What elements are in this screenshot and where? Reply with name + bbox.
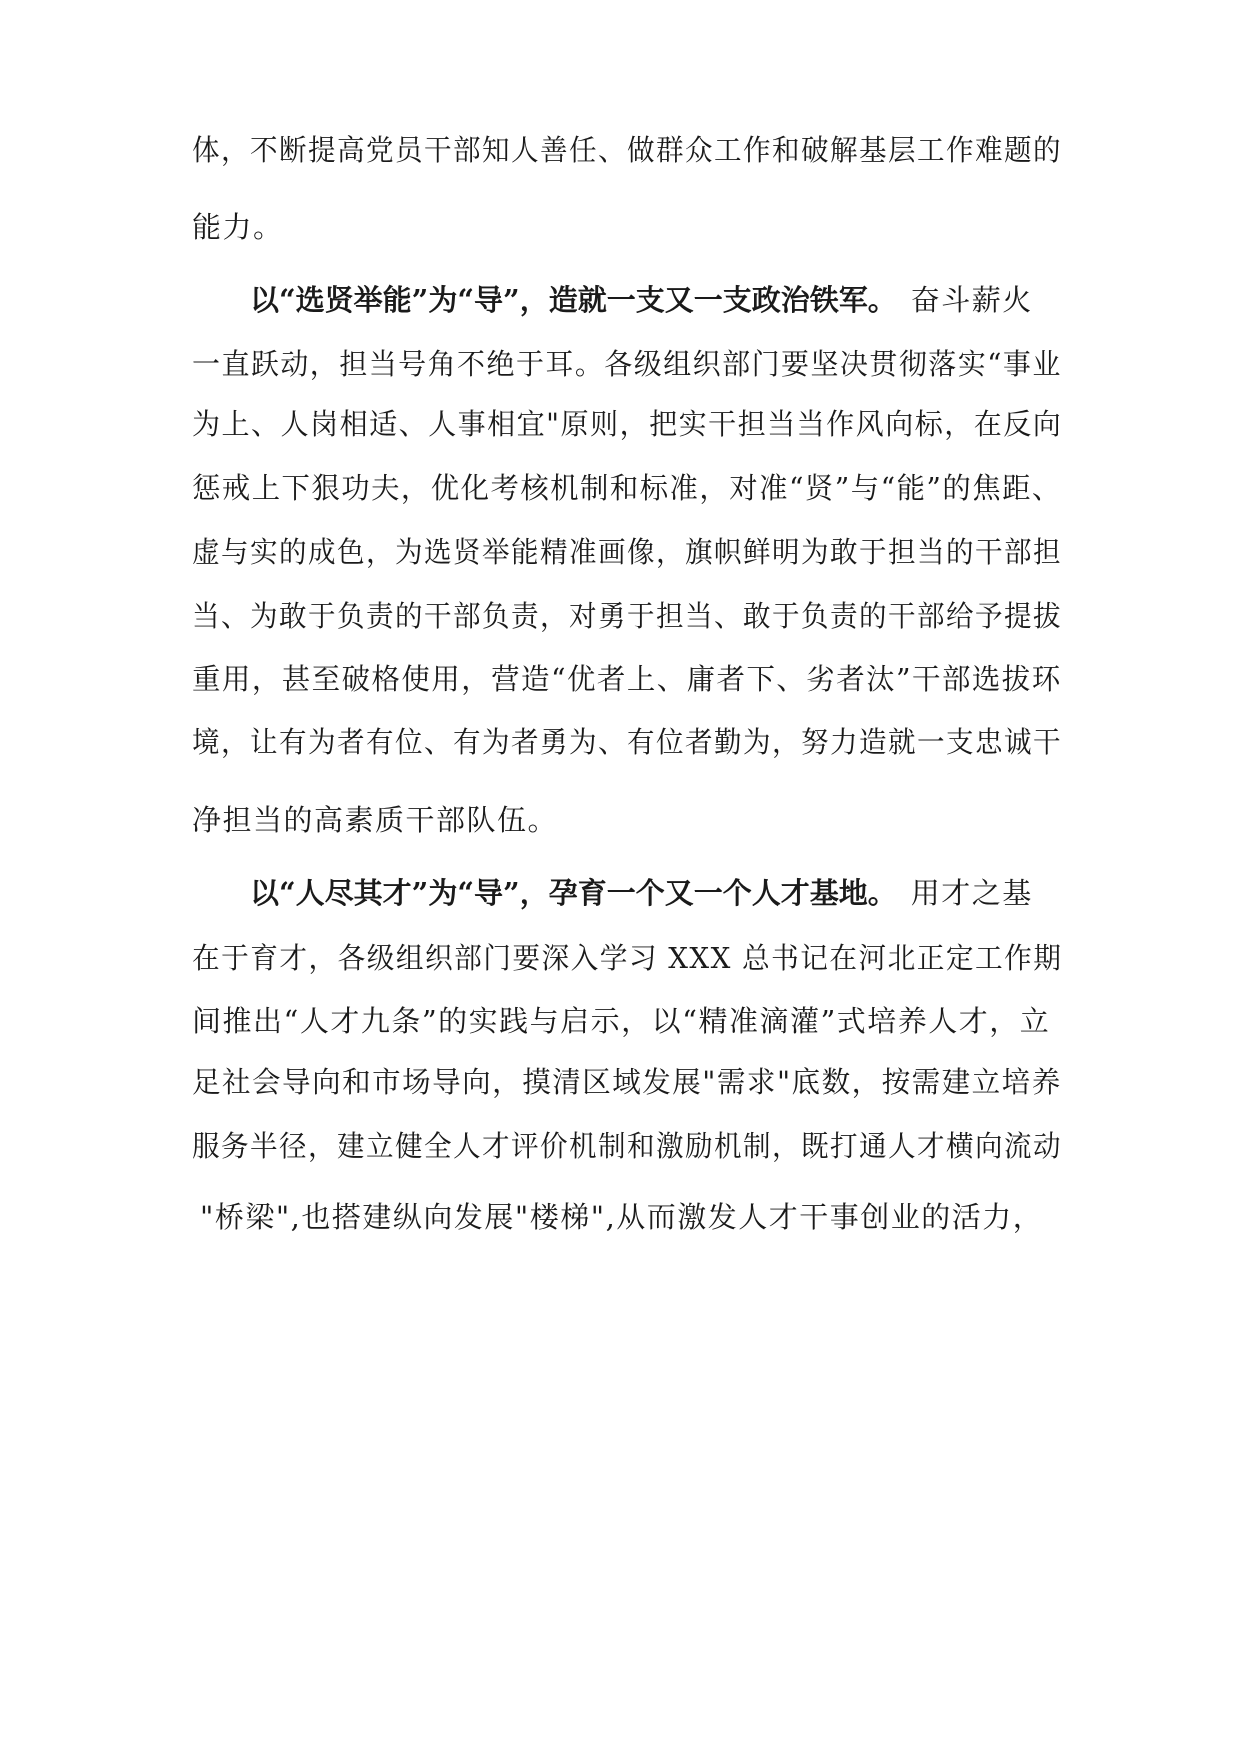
text-line: 间推出“人才九条”的实践与启示，以“精准滴灌”式培养人才，立 — [192, 1004, 1051, 1038]
heading-bold-text: 以“选贤举能”为“导”，造就一支又一支政治铁军。 — [250, 283, 897, 317]
text-line: 境，让有为者有位、有为者勇为、有位者勤为，努力造就一支忠诚干 — [192, 725, 1062, 759]
text-line: 服务半径，建立健全人才评价机制和激励机制，既打通人才横向流动 — [192, 1129, 1062, 1163]
text-line: 能力。 — [192, 210, 284, 244]
text-line: "桥梁",也搭建纵向发展"楼梯",从而激发人才干事创业的活力， — [200, 1200, 1044, 1234]
text-line: 当、为敢于负责的干部负责，对勇于担当、敢于负责的干部给予提拔 — [192, 599, 1062, 633]
heading-rest-text: 用才之基 — [910, 876, 1033, 910]
heading-bold-text: 以“人尽其才”为“导”，孕育一个又一个人才基地。 — [250, 876, 897, 910]
text-line: 一直跃动，担当号角不绝于耳。各级组织部门要坚决贯彻落实“事业 — [192, 347, 1062, 381]
text-line: 惩戒上下狠功夫，优化考核机制和标准，对准“贤”与“能”的焦距、 — [192, 471, 1062, 505]
section-heading — [250, 875, 1062, 911]
text-line: 为上、人岗相适、人事相宜"原则，把实干担当当作风向标，在反向 — [192, 407, 1063, 441]
text-line: 在于育才，各级组织部门要深入学习 XXX 总书记在河北正定工作期 — [192, 941, 1063, 975]
section-heading — [250, 282, 1062, 318]
text-line: 净担当的高素质干部队伍。 — [192, 803, 559, 837]
text-line: 重用，甚至破格使用，营造“优者上、庸者下、劣者汰”干部选拔环 — [192, 662, 1062, 696]
text-line: 体，不断提高党员干部知人善任、做群众工作和破解基层工作难题的 — [192, 133, 1062, 167]
heading-rest-text: 奋斗薪火 — [910, 283, 1033, 317]
text-line: 足社会导向和市场导向，摸清区域发展"需求"底数，按需建立培养 — [192, 1065, 1062, 1099]
text-line: 虚与实的成色，为选贤举能精准画像，旗帜鲜明为敢于担当的干部担 — [192, 535, 1062, 569]
